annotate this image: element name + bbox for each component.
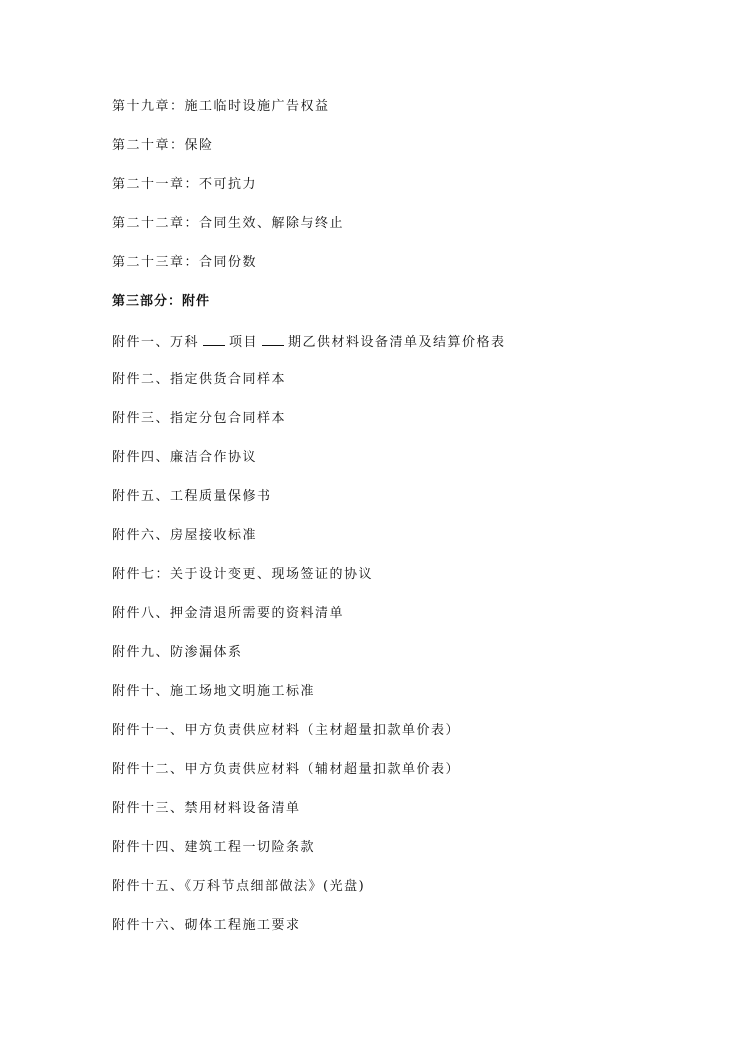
annex-5: 附件五、工程质量保修书 xyxy=(112,489,272,504)
chapter-23: 第二十三章：合同份数 xyxy=(112,255,258,270)
annex-1-part-b: 项目 xyxy=(229,335,259,350)
annex-12: 附件十二、甲方负责供应材料（辅材超量扣款单价表） xyxy=(112,762,461,777)
chapter-21: 第二十一章：不可抗力 xyxy=(112,177,258,192)
annex-7: 附件七：关于设计变更、现场签证的协议 xyxy=(112,567,374,582)
annex-1 xyxy=(112,332,506,352)
annex-13: 附件十三、禁用材料设备清单 xyxy=(112,801,301,816)
annex-6: 附件六、房屋接收标准 xyxy=(112,528,258,543)
annex-16: 附件十六、砌体工程施工要求 xyxy=(112,918,301,933)
annex-9: 附件九、防渗漏体系 xyxy=(112,645,243,660)
annex-8: 附件八、押金清退所需要的资料清单 xyxy=(112,606,345,621)
annex-1-blank-2 xyxy=(262,332,284,346)
annex-11: 附件十一、甲方负责供应材料（主材超量扣款单价表） xyxy=(112,723,461,738)
annex-2: 附件二、指定供货合同样本 xyxy=(112,372,287,387)
annex-4: 附件四、廉洁合作协议 xyxy=(112,450,258,465)
annex-10: 附件十、施工场地文明施工标准 xyxy=(112,684,316,699)
annex-15: 附件十五、《万科节点细部做法》(光盘) xyxy=(112,879,366,894)
part3-heading: 第三部分：附件 xyxy=(112,294,211,309)
annex-1-part-c: 期乙供材料设备清单及结算价格表 xyxy=(288,335,506,350)
annex-14: 附件十四、建筑工程一切险条款 xyxy=(112,840,316,855)
annex-1-part-a: 附件一、万科 xyxy=(112,335,200,350)
chapter-19: 第十九章：施工临时设施广告权益 xyxy=(112,99,330,114)
chapter-20: 第二十章：保险 xyxy=(112,138,214,153)
annex-3: 附件三、指定分包合同样本 xyxy=(112,411,287,426)
annex-1-blank-1 xyxy=(203,332,225,346)
chapter-22: 第二十二章：合同生效、解除与终止 xyxy=(112,216,345,231)
